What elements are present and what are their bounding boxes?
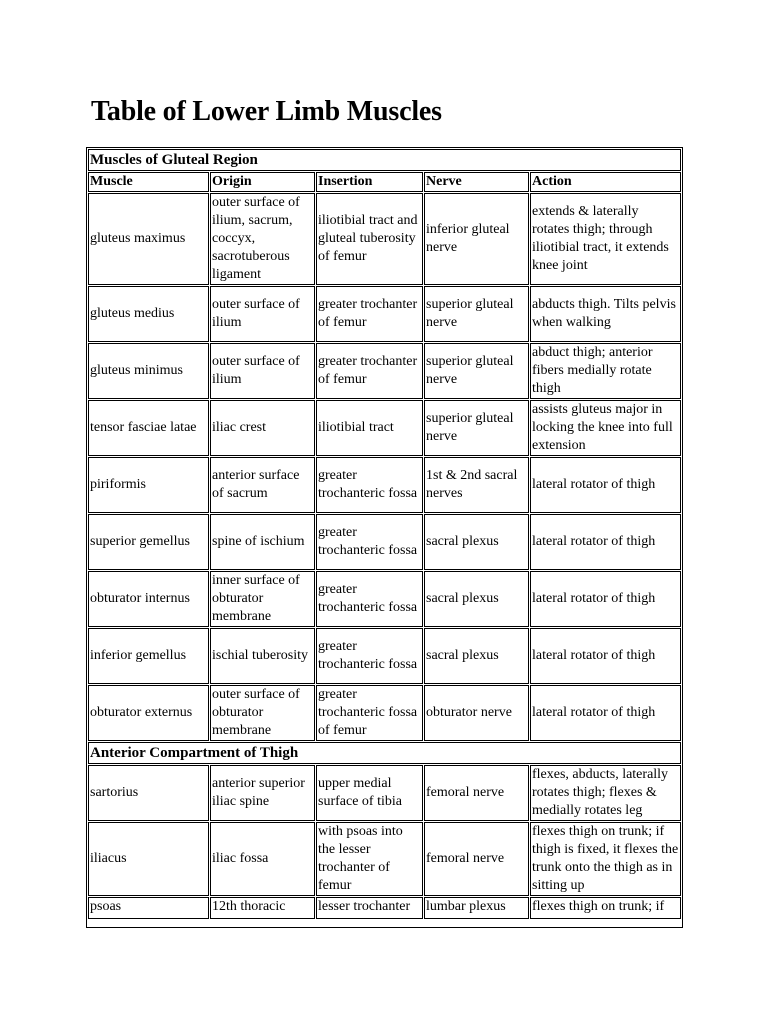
muscle-cell: gluteus minimus <box>88 343 209 399</box>
table-row <box>88 628 681 684</box>
nerve-cell: obturator nerve <box>424 685 529 741</box>
muscle-table <box>87 148 682 920</box>
action-cell: lateral rotator of thigh <box>530 628 681 684</box>
nerve-cell: sacral plexus <box>424 571 529 627</box>
insertion-cell: greater trochanteric fossa of femur <box>316 685 423 741</box>
table-row <box>88 897 681 919</box>
origin-cell: 12th thoracic <box>210 897 315 919</box>
insertion-cell: greater trochanteric fossa <box>316 628 423 684</box>
nerve-cell: inferior gluteal nerve <box>424 193 529 285</box>
nerve-cell: superior gluteal nerve <box>424 286 529 342</box>
action-cell: abducts thigh. Tilts pelvis when walking <box>530 286 681 342</box>
action-cell: flexes, abducts, laterally rotates thigh; flexes & medially rotates leg <box>530 765 681 821</box>
muscle-cell: psoas <box>88 897 209 919</box>
action-cell: lateral rotator of thigh <box>530 457 681 513</box>
insertion-cell: iliotibial tract <box>316 400 423 456</box>
nerve-cell: femoral nerve <box>424 822 529 896</box>
section-title: Anterior Compartment of Thigh <box>88 742 681 764</box>
origin-cell: inner surface of obturator membrane <box>210 571 315 627</box>
column-header-nerve: Nerve <box>424 172 529 192</box>
table-row <box>88 765 681 821</box>
table-row <box>88 685 681 741</box>
table-row <box>88 514 681 570</box>
nerve-cell: superior gluteal nerve <box>424 400 529 456</box>
insertion-cell: greater trochanteric fossa <box>316 514 423 570</box>
section-title: Muscles of Gluteal Region <box>88 149 681 171</box>
column-header-action: Action <box>530 172 681 192</box>
origin-cell: iliac fossa <box>210 822 315 896</box>
table-row <box>88 400 681 456</box>
origin-cell: outer surface of obturator membrane <box>210 685 315 741</box>
nerve-cell: sacral plexus <box>424 628 529 684</box>
insertion-cell: upper medial surface of tibia <box>316 765 423 821</box>
origin-cell: iliac crest <box>210 400 315 456</box>
action-cell: lateral rotator of thigh <box>530 514 681 570</box>
muscle-cell: gluteus medius <box>88 286 209 342</box>
origin-cell: anterior surface of sacrum <box>210 457 315 513</box>
action-cell: flexes thigh on trunk; if thigh is fixed, it flexes the trunk onto the thigh as in sitting up <box>530 822 681 896</box>
origin-cell: outer surface of ilium, sacrum, coccyx, sacrotuberous ligament <box>210 193 315 285</box>
muscle-cell: obturator externus <box>88 685 209 741</box>
nerve-cell: superior gluteal nerve <box>424 343 529 399</box>
insertion-cell: with psoas into the lesser trochanter of femur <box>316 822 423 896</box>
table-row <box>88 193 681 285</box>
nerve-cell: sacral plexus <box>424 514 529 570</box>
muscle-cell: sartorius <box>88 765 209 821</box>
muscle-cell: superior gemellus <box>88 514 209 570</box>
muscle-cell: tensor fasciae latae <box>88 400 209 456</box>
muscle-cell: obturator internus <box>88 571 209 627</box>
insertion-cell: iliotibial tract and gluteal tuberosity of femur <box>316 193 423 285</box>
muscle-cell: inferior gemellus <box>88 628 209 684</box>
table-row <box>88 343 681 399</box>
page-title: Table of Lower Limb Muscles <box>91 96 442 127</box>
action-cell: abduct thigh; anterior fibers medially rotate thigh <box>530 343 681 399</box>
origin-cell: outer surface of ilium <box>210 286 315 342</box>
table-row <box>88 571 681 627</box>
table-row <box>88 286 681 342</box>
action-cell: extends & laterally rotates thigh; through iliotibial tract, it extends knee joint <box>530 193 681 285</box>
muscle-table-frame <box>86 147 683 928</box>
action-cell: lateral rotator of thigh <box>530 571 681 627</box>
origin-cell: ischial tuberosity <box>210 628 315 684</box>
insertion-cell: greater trochanteric fossa <box>316 457 423 513</box>
action-cell: lateral rotator of thigh <box>530 685 681 741</box>
table-row <box>88 822 681 896</box>
nerve-cell: femoral nerve <box>424 765 529 821</box>
action-cell: flexes thigh on trunk; if <box>530 897 681 919</box>
action-cell: assists gluteus major in locking the knee into full extension <box>530 400 681 456</box>
origin-cell: anterior superior iliac spine <box>210 765 315 821</box>
muscle-cell: iliacus <box>88 822 209 896</box>
insertion-cell: greater trochanteric fossa <box>316 571 423 627</box>
insertion-cell: lesser trochanter <box>316 897 423 919</box>
nerve-cell: lumbar plexus <box>424 897 529 919</box>
insertion-cell: greater trochanter of femur <box>316 343 423 399</box>
column-header-muscle: Muscle <box>88 172 209 192</box>
column-header-insertion: Insertion <box>316 172 423 192</box>
column-header-origin: Origin <box>210 172 315 192</box>
muscle-cell: piriformis <box>88 457 209 513</box>
nerve-cell: 1st & 2nd sacral nerves <box>424 457 529 513</box>
origin-cell: spine of ischium <box>210 514 315 570</box>
origin-cell: outer surface of ilium <box>210 343 315 399</box>
insertion-cell: greater trochanter of femur <box>316 286 423 342</box>
muscle-cell: gluteus maximus <box>88 193 209 285</box>
table-row <box>88 457 681 513</box>
